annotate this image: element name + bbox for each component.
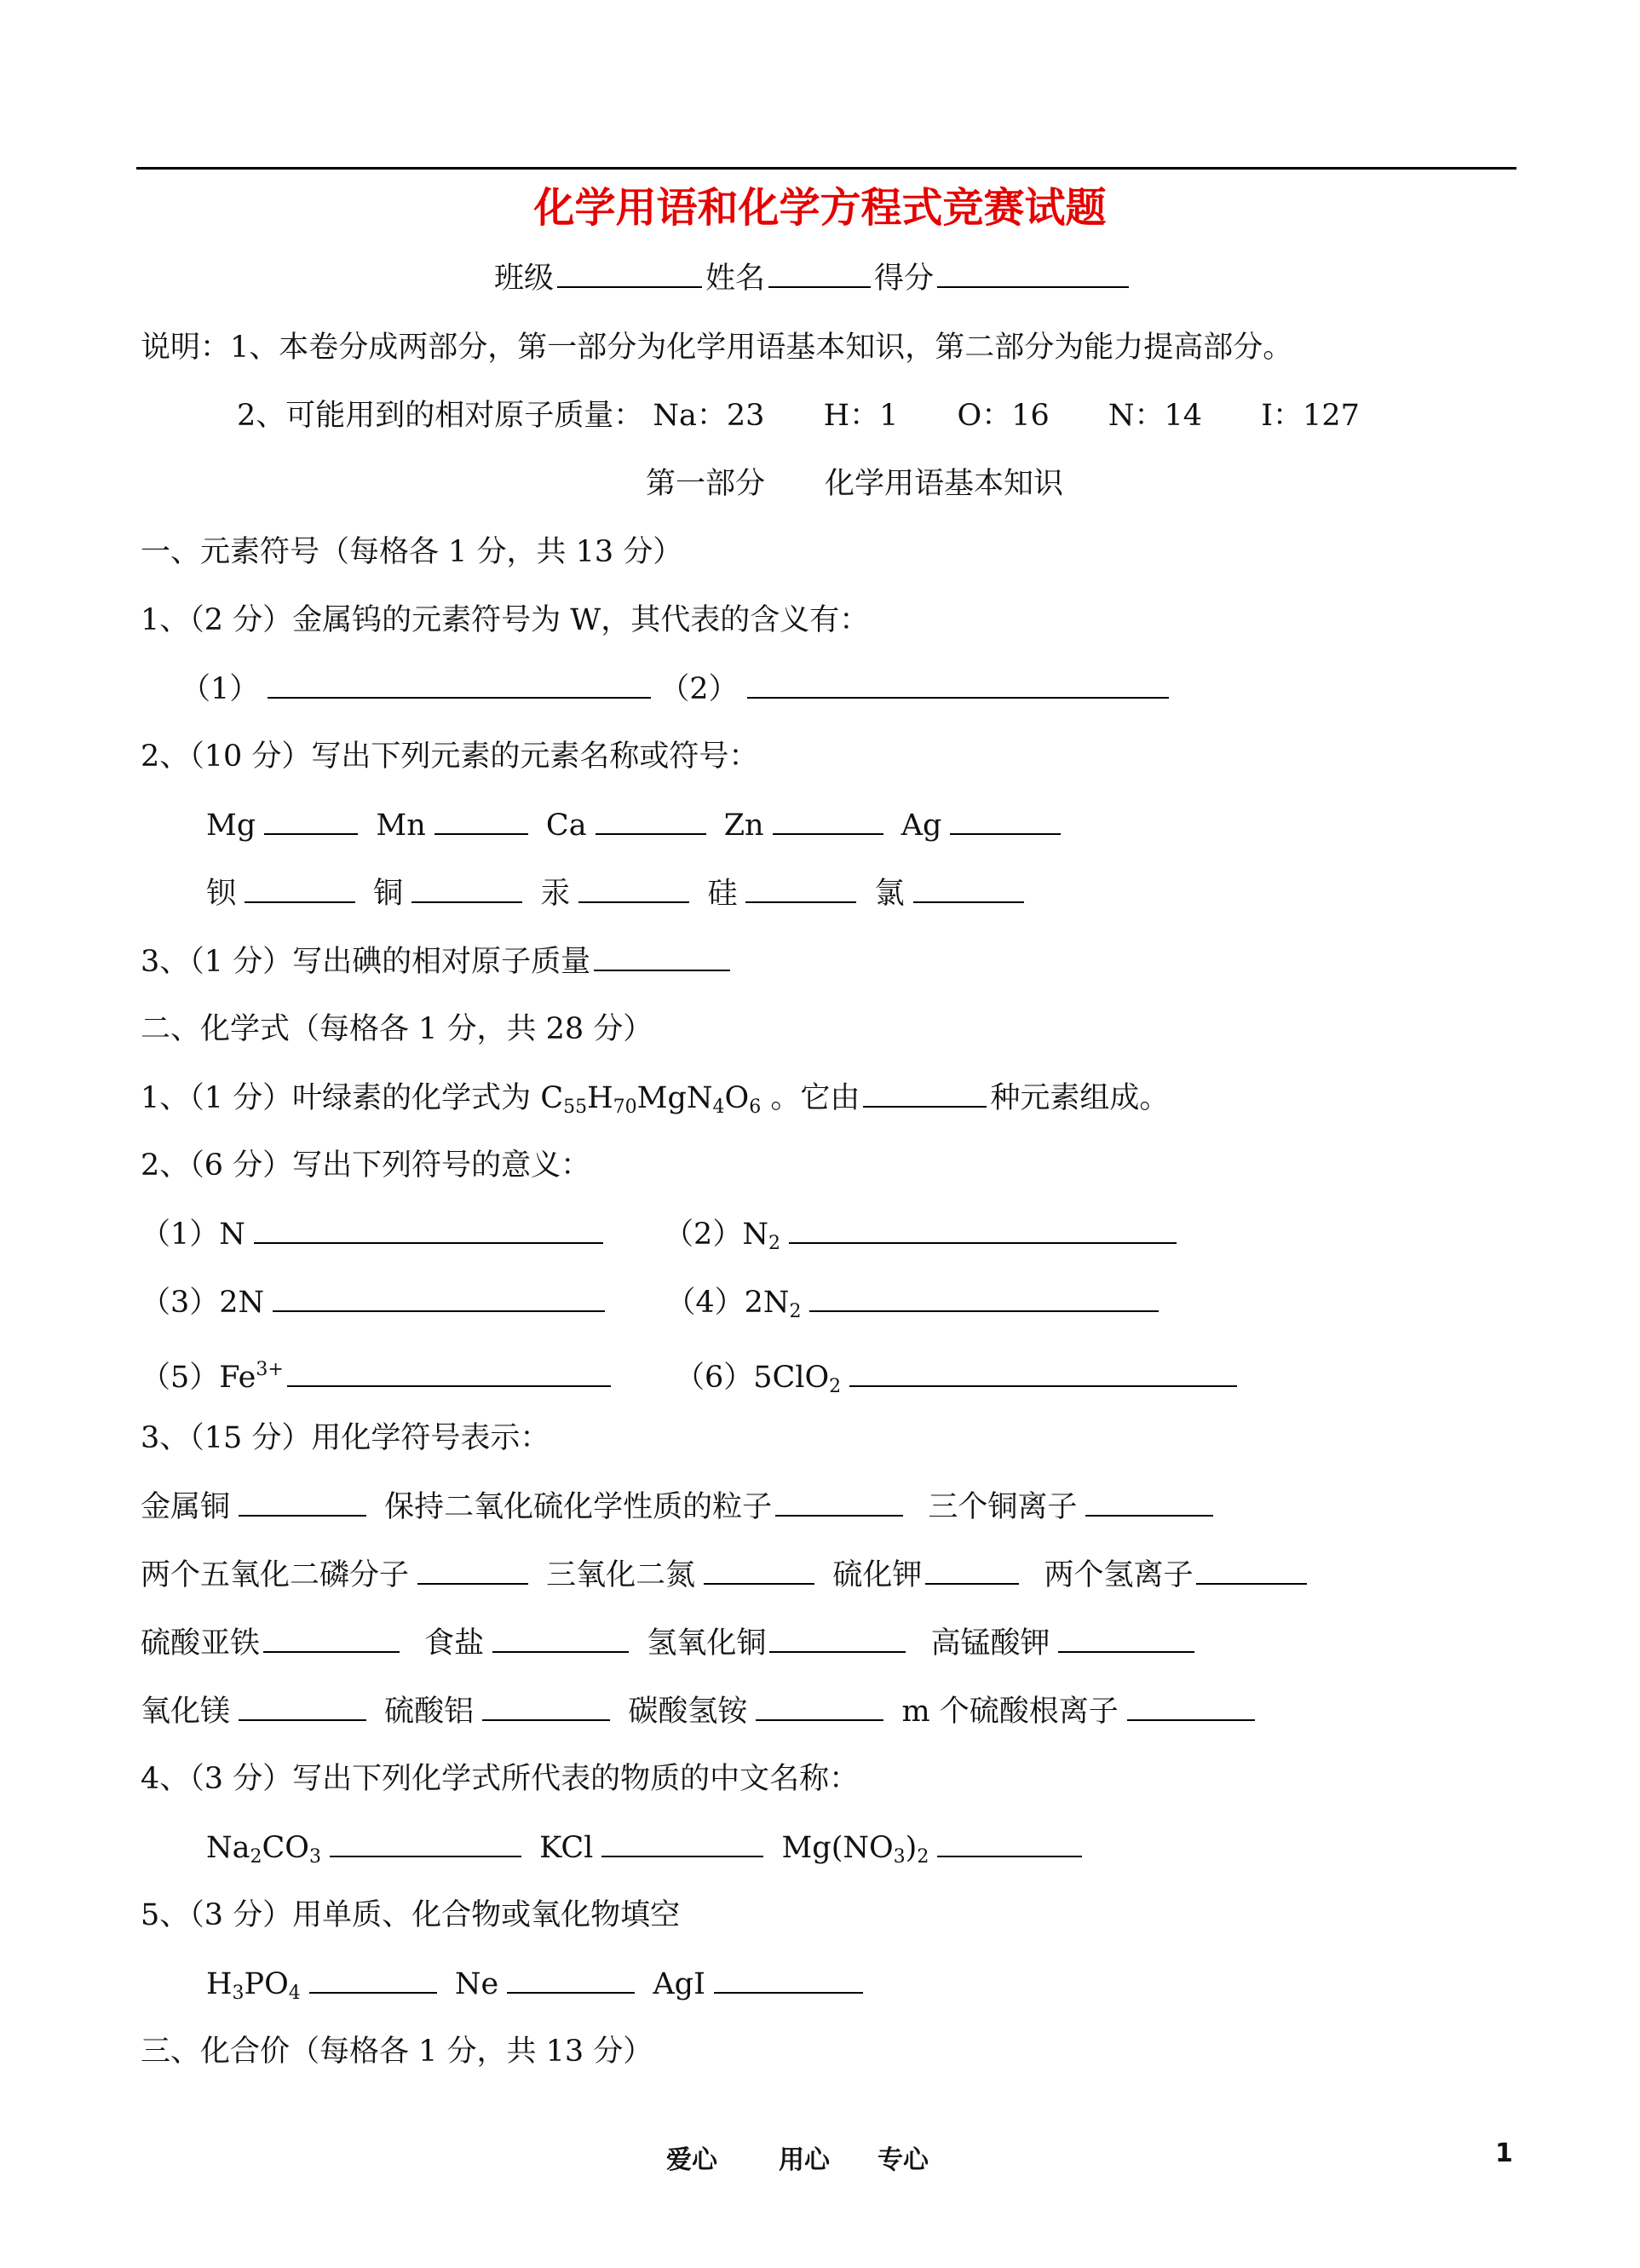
symbol-2n: （3）2N bbox=[141, 1286, 265, 1320]
agi: AgI bbox=[653, 1967, 705, 2001]
note-line-1: 说明：1、本卷分成两部分，第一部分为化学用语基本知识，第二部分为能力提高部分。 bbox=[141, 331, 1293, 365]
nh4hco3: 碳酸氢铵 bbox=[628, 1695, 748, 1729]
footer-motto-3: 专心 bbox=[878, 2145, 929, 2175]
sec3-heading: 三、化合价（每格各 1 分，共 13 分） bbox=[141, 2035, 653, 2069]
score-blank[interactable] bbox=[937, 259, 1129, 288]
symbol-5clo2: （6）5ClO$_2$ bbox=[674, 1361, 842, 1397]
sec2-q3-row2 bbox=[141, 1556, 1310, 1594]
score-label: 得分 bbox=[874, 262, 935, 296]
elem-chlorine-blank[interactable] bbox=[913, 874, 1024, 903]
sec2-q4-row bbox=[206, 1828, 1090, 1876]
m-sulfate-ions: m 个硫酸根离子 bbox=[901, 1695, 1119, 1729]
al2so43-blank[interactable] bbox=[482, 1692, 610, 1721]
feso4: 硫酸亚铁 bbox=[141, 1626, 261, 1661]
sec2-heading: 二、化学式（每格各 1 分，共 28 分） bbox=[141, 1012, 653, 1046]
sec2-q3-row1 bbox=[141, 1488, 1222, 1526]
two-p2o5-blank[interactable] bbox=[417, 1556, 528, 1585]
elem-ag-blank[interactable] bbox=[950, 806, 1061, 835]
q1-option-1: （1） bbox=[181, 672, 260, 706]
h3po4: $H_3PO_4$ bbox=[206, 1967, 301, 2004]
sec2-q5-row bbox=[206, 1965, 872, 2012]
header-rule bbox=[136, 167, 1516, 170]
h3po4-blank[interactable] bbox=[309, 1965, 437, 1994]
elem-barium: 钡 bbox=[206, 877, 237, 911]
sec2-q4: 4、（3 分）写出下列化学式所代表的物质的中文名称： bbox=[141, 1762, 860, 1796]
elem-zn: Zn bbox=[723, 809, 764, 843]
ne-blank[interactable] bbox=[507, 1965, 635, 1994]
salt: 食盐 bbox=[424, 1626, 485, 1661]
metal-copper: 金属铜 bbox=[141, 1490, 231, 1524]
elem-mg-blank[interactable] bbox=[264, 806, 358, 835]
sec2-q2-row2 bbox=[141, 1283, 1167, 1331]
mg-no3-2: $Mg(NO_3)_2$ bbox=[781, 1831, 929, 1868]
sec2-q1-prefix: 1、（1 分）叶绿素的化学式为 bbox=[141, 1081, 532, 1115]
two-h-ions: 两个氢离子 bbox=[1044, 1558, 1194, 1592]
mass-i: I：127 bbox=[1261, 399, 1360, 433]
elem-mn: Mn bbox=[376, 809, 426, 843]
symbol-5clo2-blank[interactable] bbox=[849, 1358, 1237, 1387]
sec1-q2: 2、（10 分）写出下列元素的元素名称或符号： bbox=[141, 740, 759, 774]
sec1-q2-row1 bbox=[206, 806, 1069, 844]
k2s: 硫化钾 bbox=[832, 1558, 923, 1592]
mgo-blank[interactable] bbox=[239, 1692, 366, 1721]
mass-h: H：1 bbox=[823, 399, 899, 433]
symbol-n2: $(2)N_2$ bbox=[664, 1217, 780, 1254]
elem-zn-blank[interactable] bbox=[773, 806, 883, 835]
feso4-blank[interactable] bbox=[263, 1624, 400, 1653]
elem-silicon-blank[interactable] bbox=[745, 874, 856, 903]
mgo: 氧化镁 bbox=[141, 1695, 231, 1729]
three-copper-ions: 三个铜离子 bbox=[928, 1490, 1078, 1524]
footer-motto-1: 爱心 bbox=[666, 2145, 717, 2175]
na2co3-blank[interactable] bbox=[330, 1828, 521, 1857]
elem-mercury-blank[interactable] bbox=[578, 874, 689, 903]
sec1-q3 bbox=[141, 942, 734, 981]
elem-ag: Ag bbox=[901, 809, 942, 843]
student-info-line bbox=[494, 259, 1132, 297]
symbol-2n2-blank[interactable] bbox=[809, 1283, 1159, 1312]
iodine-mass-blank[interactable] bbox=[594, 942, 730, 971]
nh4hco3-blank[interactable] bbox=[756, 1692, 883, 1721]
sec1-q3-text: 3、（1 分）写出碘的相对原子质量 bbox=[141, 945, 591, 979]
two-p2o5: 两个五氧化二磷分子 bbox=[141, 1558, 410, 1592]
so2-particle-blank[interactable] bbox=[775, 1488, 903, 1517]
elem-ca-blank[interactable] bbox=[596, 806, 706, 835]
sec1-q2-row2 bbox=[206, 874, 1033, 912]
chlorophyll-formula: $C_{55}H_{70}MgN_4O_6$ bbox=[540, 1081, 762, 1118]
symbol-n2-blank[interactable] bbox=[789, 1215, 1177, 1244]
ne: Ne bbox=[454, 1967, 499, 2001]
part1-name: 化学用语基本知识 bbox=[825, 467, 1064, 501]
sec2-q1-mid: 。它由 bbox=[770, 1081, 860, 1115]
symbol-fe3-blank[interactable] bbox=[287, 1358, 611, 1387]
salt-blank[interactable] bbox=[492, 1624, 629, 1653]
kcl: KCl bbox=[539, 1831, 594, 1865]
sec2-q2: 2、（6 分）写出下列符号的意义： bbox=[141, 1148, 591, 1183]
symbol-fe3: $(5)Fe^{3+}$ bbox=[141, 1359, 284, 1395]
m-sulfate-ions-blank[interactable] bbox=[1127, 1692, 1255, 1721]
two-h-ions-blank[interactable] bbox=[1196, 1556, 1307, 1585]
q1-answer-1-blank[interactable] bbox=[268, 670, 651, 699]
page-number: 1 bbox=[1495, 2138, 1513, 2168]
cu-oh-2: 氢氧化铜 bbox=[647, 1626, 767, 1661]
elem-chlorine: 氯 bbox=[874, 877, 905, 911]
sec2-q2-row1 bbox=[141, 1215, 1185, 1263]
sec2-q3-row4 bbox=[141, 1692, 1263, 1730]
mass-na: Na：23 bbox=[653, 399, 765, 433]
class-label: 班级 bbox=[494, 262, 555, 296]
sec2-q3-row3 bbox=[141, 1624, 1203, 1662]
footer-motto bbox=[666, 2138, 929, 2176]
mass-o: O：16 bbox=[957, 399, 1050, 433]
elem-mercury: 汞 bbox=[540, 877, 571, 911]
sec2-q2-row3 bbox=[141, 1351, 1246, 1406]
elem-barium-blank[interactable] bbox=[245, 874, 355, 903]
mass-n: N：14 bbox=[1108, 399, 1203, 433]
mg-no3-2-blank[interactable] bbox=[937, 1828, 1082, 1857]
k2s-blank[interactable] bbox=[925, 1556, 1019, 1585]
kmno4: 高锰酸钾 bbox=[930, 1626, 1050, 1661]
name-blank[interactable] bbox=[768, 259, 871, 288]
sec1-q1: 1、（2 分）金属钨的元素符号为 W，其代表的含义有： bbox=[141, 603, 870, 637]
kcl-blank[interactable] bbox=[601, 1828, 763, 1857]
element-count-blank[interactable] bbox=[863, 1079, 987, 1108]
class-blank[interactable] bbox=[557, 259, 702, 288]
sec2-q5: 5、（3 分）用单质、化合物或氧化物填空 bbox=[141, 1898, 681, 1932]
n2o3-blank[interactable] bbox=[704, 1556, 814, 1585]
al2so43: 硫酸铝 bbox=[384, 1695, 475, 1729]
sec2-q3: 3、（15 分）用化学符号表示： bbox=[141, 1421, 550, 1455]
cu-oh-2-blank[interactable] bbox=[769, 1624, 906, 1653]
so2-particle: 保持二氧化硫化学性质的粒子 bbox=[384, 1490, 773, 1524]
part1-label: 第一部分 bbox=[646, 467, 766, 501]
metal-copper-blank[interactable] bbox=[239, 1488, 366, 1517]
elem-mg: Mg bbox=[206, 809, 256, 843]
n2o3: 三氧化二氮 bbox=[546, 1558, 696, 1592]
symbol-n-blank[interactable] bbox=[254, 1215, 603, 1244]
kmno4-blank[interactable] bbox=[1058, 1624, 1194, 1653]
elem-ca: Ca bbox=[545, 809, 587, 843]
q1-answer-2-blank[interactable] bbox=[747, 670, 1169, 699]
symbol-2n2: $(4)2N_2$ bbox=[665, 1286, 802, 1322]
symbol-n: （1）N bbox=[141, 1217, 245, 1252]
sec1-q1-answers bbox=[181, 670, 1177, 708]
elem-mn-blank[interactable] bbox=[434, 806, 528, 835]
sec1-heading: 一、元素符号（每格各 1 分，共 13 分） bbox=[141, 535, 683, 569]
elem-copper: 铜 bbox=[373, 877, 404, 911]
three-copper-ions-blank[interactable] bbox=[1085, 1488, 1213, 1517]
q1-option-2: （2） bbox=[659, 672, 739, 706]
elem-silicon: 硅 bbox=[707, 877, 738, 911]
note-line-2 bbox=[237, 397, 1360, 435]
part1-heading bbox=[646, 465, 1063, 503]
elem-copper-blank[interactable] bbox=[411, 874, 522, 903]
note-line-2-prefix: 2、可能用到的相对原子质量： bbox=[237, 399, 644, 433]
symbol-2n-blank[interactable] bbox=[273, 1283, 605, 1312]
agi-blank[interactable] bbox=[714, 1965, 863, 1994]
na2co3: $Na_2CO_3$ bbox=[206, 1831, 321, 1868]
footer-motto-2: 用心 bbox=[779, 2145, 830, 2175]
exam-title: 化学用语和化学方程式竞赛试题 bbox=[533, 184, 1107, 232]
sec2-q1 bbox=[141, 1079, 1169, 1126]
name-label: 姓名 bbox=[705, 262, 766, 296]
sec2-q1-suffix: 种元素组成。 bbox=[990, 1081, 1170, 1115]
